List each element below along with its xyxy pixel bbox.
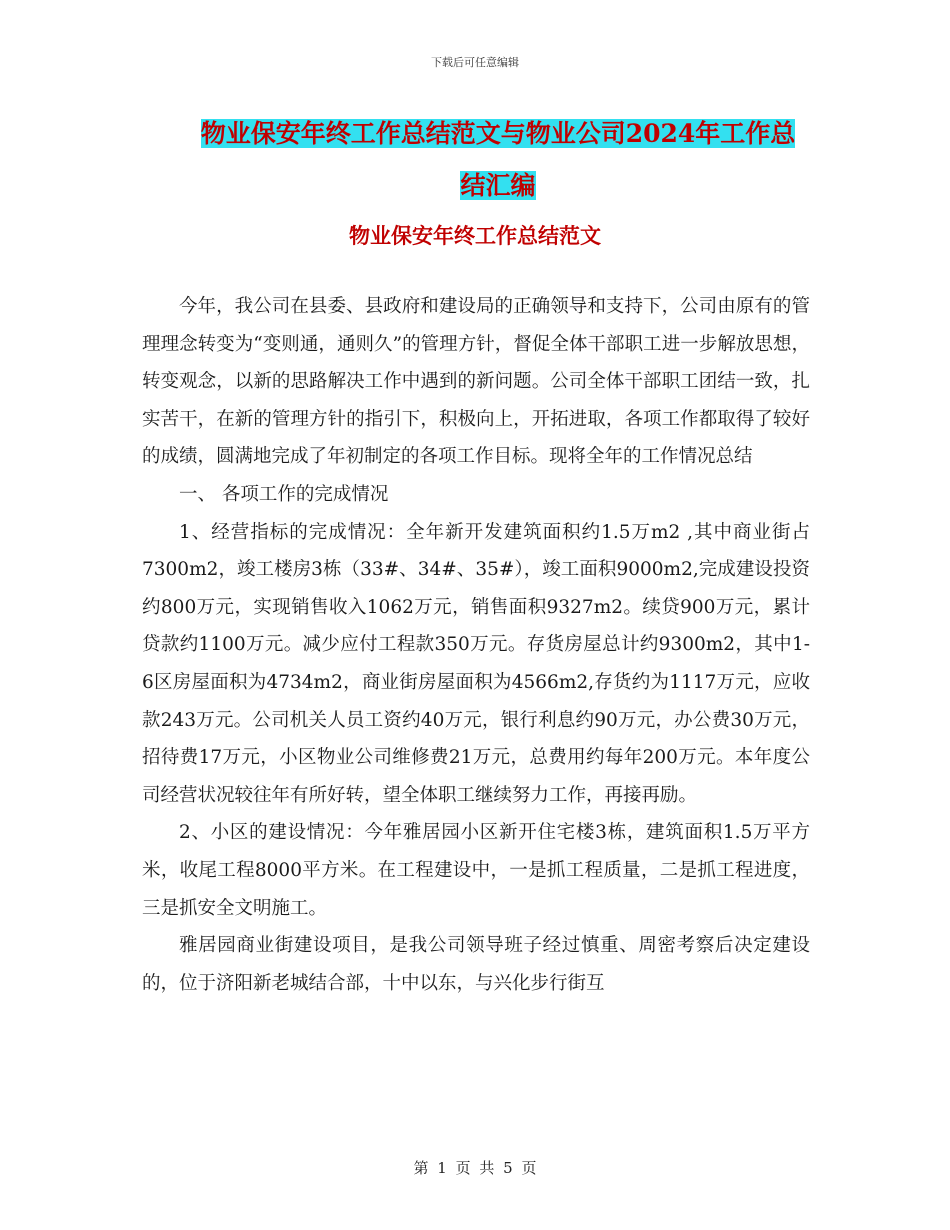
paragraph: 2、小区的建设情况：今年雅居园小区新开住宅楼3栋，建筑面积1.5万平方米，收尾工程8000平方米。在工程建设中，一是抓工程质量，二是抓工程进度，三是抓安全文明施工。: [142, 822, 810, 919]
section-title: 物业保安年终工作总结范文: [349, 223, 601, 248]
title-line-1: 物业保安年终工作总结范文与物业公司2024年工作总: [200, 119, 796, 148]
header-note: 下载后可任意编辑: [431, 56, 519, 69]
paragraph: 今年，我公司在县委、县政府和建设局的正确领导和支持下，公司由原有的管理理念转变为“变则通，通则久”的管理方针，督促全体干部职工进一步解放思想，转变观念，以新的思路解决工作中遇到的新问题。公司全体干部职工团结一致，扎实苦干，在新的管理方针的指引下，积极向上，开拓进取，各项工作都取得了较好的成绩，圆满地完成了年初制定的各项工作目标。现将全年的工作情况总结: [142, 296, 810, 468]
paragraph: 雅居园商业街建设项目，是我公司领导班子经过慎重、周密考察后决定建设的，位于济阳新老城结合部，十中以东，与兴化步行街互: [142, 935, 810, 994]
title-line-2: 结汇编: [460, 171, 536, 200]
paragraph: 1、经营指标的完成情况：全年新开发建筑面积约1.5万m2 ,其中商业街占7300m2，竣工楼房3栋（33#、34#、35#），竣工面积9000m2,完成建设投资约800万元，实现销售收入1062万元，销售面积9327m2。续贷900万元，累计贷款约1100万元。减少应付工程款350万元。存货房屋总计约9300m2，其中1-6区房屋面积为4734m2，商业街房屋面积为4566m2,存货约为1117万元，应收款243万元。公司机关人员工资约40万元，银行利息约90万元，办公费30万元，招待费17万元，小区物业公司维修费21万元，总费用约每年200万元。本年度公司经营状况较往年有所好转，望全体职工继续努力工作，再接再励。: [142, 521, 810, 806]
body-text: [142, 288, 810, 1002]
paragraph: 一、 各项工作的完成情况: [179, 483, 389, 505]
document-title: [186, 108, 810, 212]
page-footer: 第 1 页 共 5 页: [413, 1159, 537, 1177]
